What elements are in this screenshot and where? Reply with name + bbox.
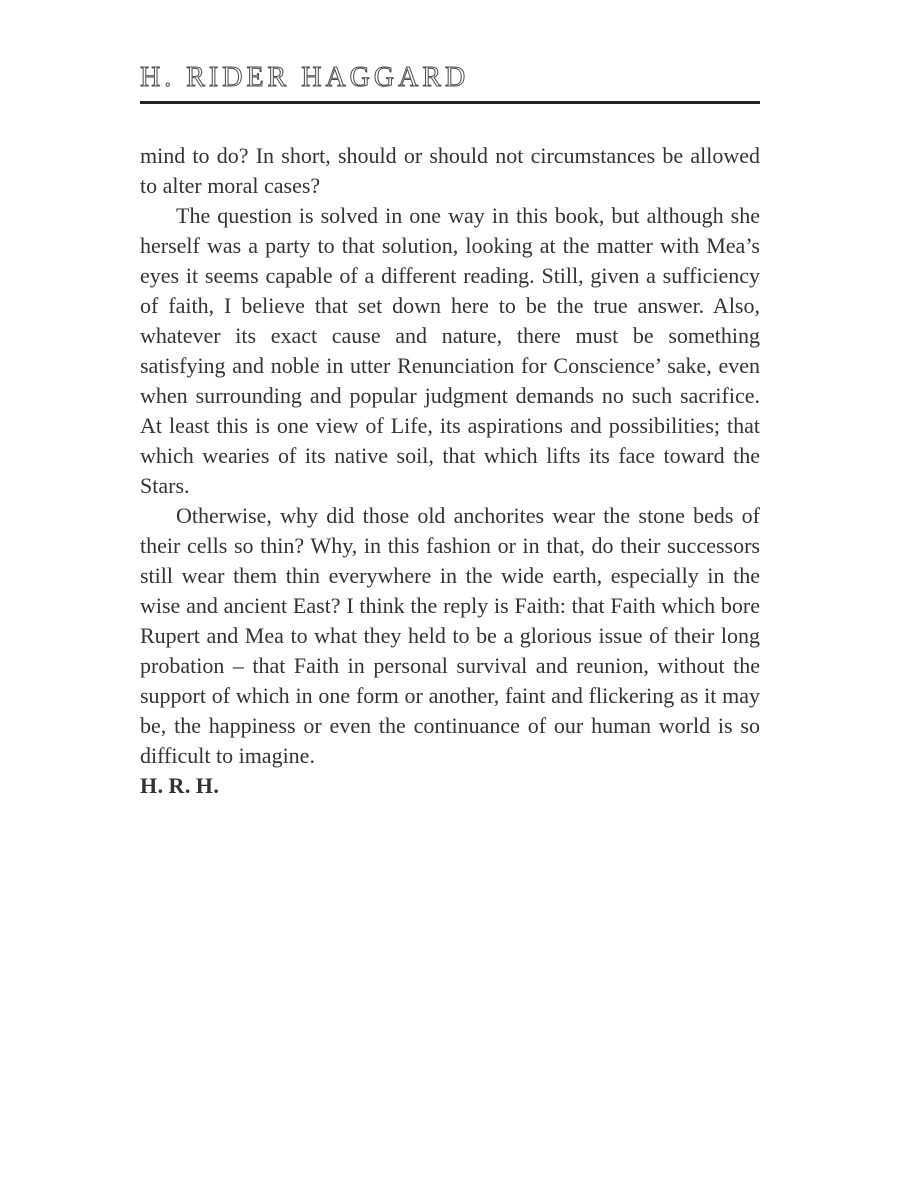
paragraph-continuation: mind to do? In short, should or should not circumstances be allowed to alter moral cases?: [140, 143, 760, 198]
paragraph: The question is solved in one way in this book, but although she herself was a party to that solution, looking at the matter with Mea’s eyes it seems capable of a different reading. Still, given a sufficiency of faith, I believe that set down here to be the true answer. Also, whatever its exact cause and nature, there must be something satisfying and noble in utter Renunciation for Conscience’ sake, even when surrounding and popular judgment demands no such sacrifice. At least this is one view of Life, its aspirations and possibilities; that which wearies of its native soil, that which lifts its face toward the Stars.: [140, 203, 760, 498]
page-body: [140, 141, 760, 801]
header-rule: [140, 101, 760, 104]
paragraph: Otherwise, why did those old anchorites wear the stone beds of their cells so thin? Why, in this fashion or in that, do their successors still wear them thin everywhere in the wide earth, especially in the wise and ancient East? I think the reply is Faith: that Faith which bore Rupert and Mea to what they held to be a glorious issue of their long probation – that Faith in personal survival and reunion, without the support of which in one form or another, faint and flickering as it may be, the happiness or even the continuance of our human world is so difficult to imagine.: [140, 503, 760, 768]
author-initials: H. R. H.: [140, 773, 220, 798]
page-content: [140, 0, 760, 801]
page-header: [140, 64, 760, 104]
running-header-author: H. RIDER HAGGARD: [140, 62, 470, 93]
